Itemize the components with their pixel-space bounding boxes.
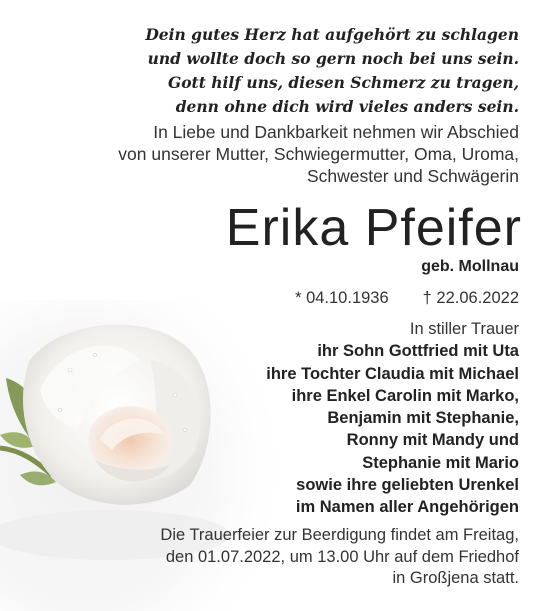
poem-line: Gott hilf uns, diesen Schmerz zu tragen, [167,73,519,92]
intro-line: In Liebe und Dankbarkeit nehmen wir Abschied [153,122,519,142]
memorial-poem [145,23,519,119]
death-date: † 22.06.2022 [422,289,519,307]
poem-line: und wollte doch so gern noch bei uns sein. [147,49,519,68]
birth-date: * 04.10.1936 [295,289,389,307]
mourner-line: ihre Enkel Carolin mit Marko, [291,386,519,405]
mourners-list [266,318,519,519]
intro-line: von unserer Mutter, Schwiegermutter, Oma, Uroma, [118,144,519,164]
mourner-line: Benjamin mit Stephanie, [327,409,519,428]
mourning-lead: In stiller Trauer [409,320,519,338]
funeral-info [160,525,519,590]
mourner-line: sowie ihre geliebten Urenkel [296,476,519,495]
maiden-name: geb. Mollnau [421,258,519,275]
life-dates [295,287,519,309]
funeral-line: in Großjena statt. [392,569,519,587]
deceased-name: Erika Pfeifer [225,199,522,257]
mourner-line: Ronny mit Mandy und [346,431,519,450]
mourner-line: Stephanie mit Mario [362,453,519,472]
farewell-intro [118,121,519,187]
mourner-line: ihr Sohn Gottfried mit Uta [317,342,519,361]
mourner-line: ihre Tochter Claudia mit Michael [266,364,519,383]
poem-line: denn ohne dich wird vieles anders sein. [175,97,519,116]
intro-line: Schwester und Schwägerin [306,166,519,186]
funeral-line: den 01.07.2022, um 13.00 Uhr auf dem Friedhof [165,547,519,566]
mourner-line: im Namen aller Angehörigen [295,498,519,517]
poem-line: Dein gutes Herz hat aufgehört zu schlagen [145,25,519,44]
funeral-line: Die Trauerfeier zur Beerdigung findet am Freitag, [160,526,519,544]
